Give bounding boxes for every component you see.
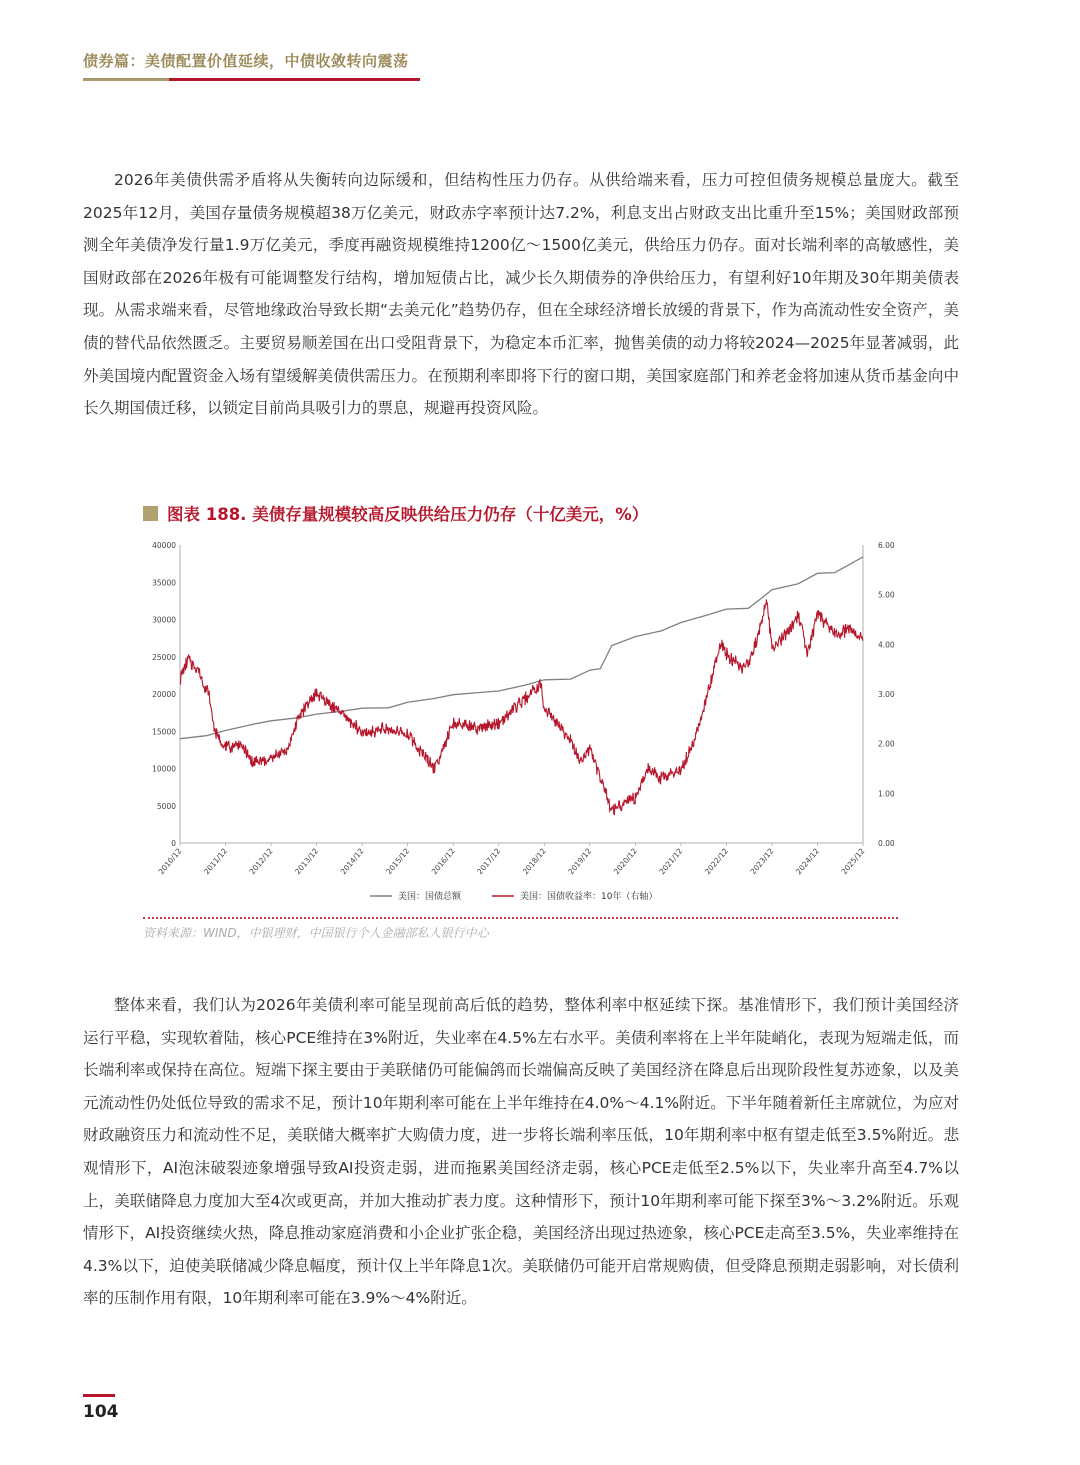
x-tick-label: 2012/12 (247, 846, 275, 877)
body-paragraph-2 (83, 989, 959, 1315)
y-left-tick-label: 30000 (152, 615, 176, 625)
y-right-tick-label: 4.00 (878, 640, 895, 650)
chart-axes (180, 545, 863, 843)
x-tick-label: 2021/12 (657, 846, 685, 877)
y-right-tick-label: 2.00 (878, 739, 895, 749)
page-number: 104 (83, 1402, 119, 1422)
header-rule-red (169, 78, 420, 81)
chart-ticks (152, 541, 895, 876)
paragraph-1-text: 2026年美债供需矛盾将从失衡转向边际缓和，但结构性压力仍存。从供给端来看，压力可控但债务规模总量庞大。截至2025年12月，美国存量债务规模超38万亿美元，财政赤字率预计达7.2%，利息支出占财政支出比重升至15%；美国财政部预测全年美债净发行量1.9万亿美元，季度再融资规模维持1200亿～1500亿美元，供给压力仍存。面对长端利率的高敏感性，美国财政部在2026年极有可能调整发行结构，增加短债占比，减少长久期债券的净供给压力，有望利好10年期及30年期美债表现。从需求端来看，尽管地缘政治导致长期“去美元化”趋势仍存，但在全球经济增长放缓的背景下，作为高流动性安全资产，美债的替代品依然匮乏。主要贸易顺差国在出口受阻背景下，为稳定本币汇率，抛售美债的动力将较2024—2025年显著减弱，此外美国境内配置资金入场有望缓解美债供需压力。在预期利率即将下行的窗口期，美国家庭部门和养老金将加速从货币基金向中长久期国债迁移，以锁定目前尚具吸引力的票息，规避再投资风险。 (83, 171, 959, 418)
y-left-tick-label: 15000 (152, 727, 176, 737)
chart-legend (370, 890, 657, 902)
header-rule-gold (83, 78, 169, 81)
page-header-title: 债券篇：美债配置价值延续，中债收敛转向震荡 (83, 52, 409, 70)
y-left-tick-label: 5000 (156, 801, 176, 811)
x-tick-label: 2014/12 (338, 846, 366, 877)
x-tick-label: 2016/12 (429, 846, 457, 877)
chart-series (180, 557, 863, 815)
x-tick-label: 2017/12 (475, 846, 503, 877)
y-left-tick-label: 40000 (152, 541, 176, 550)
y-left-tick-label: 10000 (152, 764, 176, 774)
x-tick-label: 2019/12 (566, 846, 594, 877)
debt-yield-chart (140, 530, 920, 910)
x-tick-label: 2018/12 (520, 846, 548, 877)
legend-item-debt-label: 美国：国债总额 (398, 892, 462, 902)
x-tick-label: 2010/12 (156, 846, 184, 877)
x-tick-label: 2024/12 (794, 846, 821, 877)
chart-source: 资料来源：WIND，中银理财，中国银行个人金融部私人银行中心 (143, 926, 489, 940)
x-tick-label: 2011/12 (202, 846, 230, 877)
paragraph-2-text: 整体来看，我们认为2026年美债利率可能呈现前高后低的趋势，整体利率中枢延续下探。基准情形下，我们预计美国经济运行平稳，实现软着陆，核心PCE维持在3%附近，失业率在4.5%左右水平。美债利率将在上半年陡峭化，表现为短端走低，而长端利率或保持在高位。短端下探主要由于美联储仍可能偏鸽而长端偏高反映了美国经济在降息后出现阶段性复苏迹象，以及美元流动性仍处低位导致的需求不足，预计10年期利率可能在上半年维持在4.0%～4.1%附近。下半年随着新任主席就位，为应对财政融资压力和流动性不足，美联储大概率扩大购债力度，进一步将长端利率压低，10年期利率中枢有望走低至3.5%附近。悲观情形下，AI泡沫破裂迹象增强导致AI投资走弱，进而拖累美国经济走弱，核心PCE走低至2.5%以下，失业率升高至4.7%以上，美联储降息力度加大至4次或更高，并加大推动扩表力度。这种情形下，预计10年期利率可能下探至3%～3.2%附近。乐观情形下，AI投资继续火热，降息推动家庭消费和小企业扩张企稳，美国经济出现过热迹象，核心PCE走高至3.5%，失业率维持在4.3%以下，迫使美联储减少降息幅度，预计仅上半年降息1次。美联储仍可能开启常规购债，但受降息预期走弱影响，对长债利率的压制作用有限，10年期利率可能在3.9%～4%附近。 (83, 996, 959, 1308)
y-left-tick-label: 25000 (152, 652, 176, 662)
x-tick-label: 2022/12 (703, 846, 730, 877)
legend-item-yield-label: 美国：国债收益率：10年（右轴） (520, 892, 658, 902)
y-right-tick-label: 3.00 (878, 690, 895, 699)
chart-source-divider (143, 917, 898, 919)
x-tick-label: 2023/12 (748, 846, 776, 877)
x-tick-label: 2020/12 (611, 846, 639, 877)
header-rule (83, 78, 420, 81)
x-tick-label: 2013/12 (293, 846, 321, 877)
chart-title (143, 500, 648, 526)
chart-title-text: 图表 188. 美债存量规模较高反映供给压力仍存（十亿美元，%） (167, 505, 649, 524)
page-number-rule (83, 1394, 115, 1397)
y-left-tick-label: 35000 (152, 578, 176, 588)
x-tick-label: 2015/12 (384, 846, 412, 877)
x-tick-label: 2025/12 (839, 846, 867, 877)
body-paragraph-1 (83, 164, 959, 425)
y-left-tick-label: 0 (171, 839, 176, 848)
series-line-yield (180, 599, 863, 815)
y-right-tick-label: 0.00 (878, 839, 895, 848)
y-right-tick-label: 1.00 (878, 789, 895, 799)
y-right-tick-label: 6.00 (878, 541, 895, 550)
chart-title-marker (143, 506, 158, 521)
series-line-debt (180, 557, 863, 739)
y-right-tick-label: 5.00 (878, 590, 895, 600)
y-left-tick-label: 20000 (152, 690, 176, 699)
